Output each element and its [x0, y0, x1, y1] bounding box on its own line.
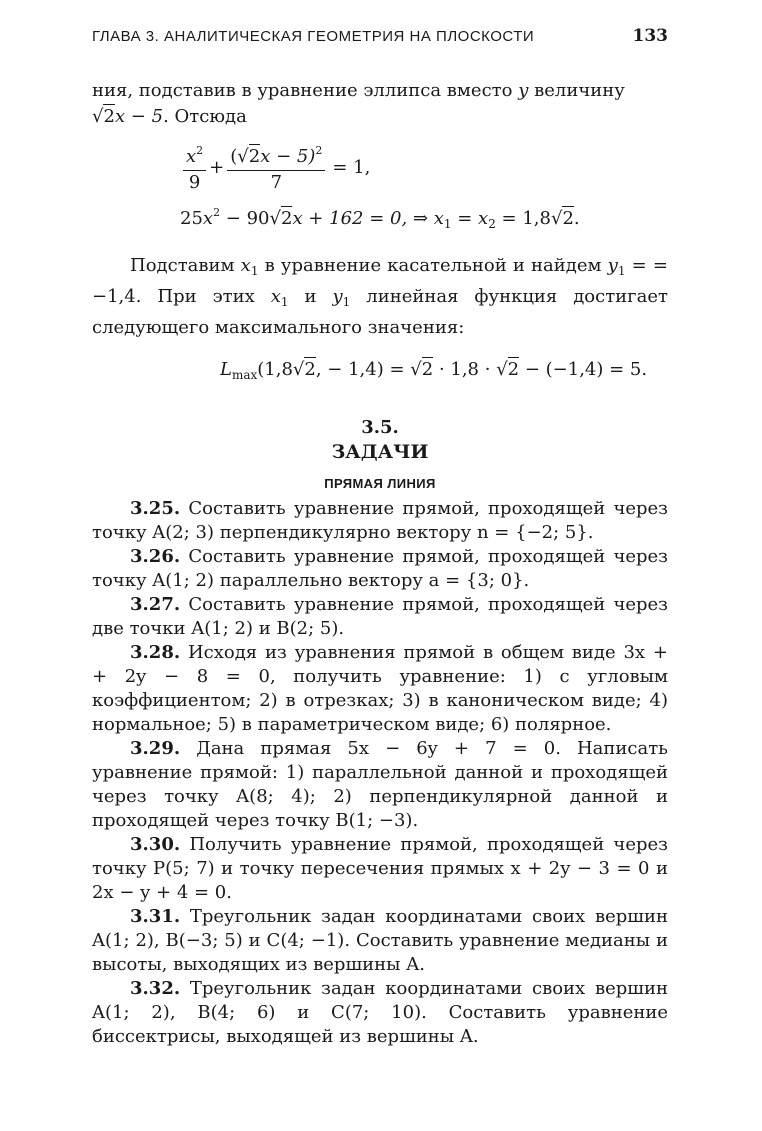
formula-quadratic: $25x^2 - 90√2x + 162 = 0$, ⇒ $x_1 = x_2 = 1,8√2$. [180, 206, 580, 231]
expr-tail: x − 5 [114, 106, 164, 127]
sqrt-expression: √2 [92, 106, 115, 127]
formula-ellipse-substitution: $\frac{x^2}{9}$ + $\frac{(√2x - 5)^2}{7}$ = 1, $25x^2 - 90√2x + 162 = 0$, ⇒ $x_1 = x_2 = 1,8√2$. [180, 140, 668, 237]
substitution-paragraph: Подставим $x_1$ в уравнение касательной и найдем $y_1$ = = −1,4. При этих $x_1$ и $y_1$ линейная функция достигает следующего максимального значения: [92, 255, 668, 338]
problem-item: 3.32. Треугольник задан координатами своих вершин A(1; 2), B(4; 6) и C(7; 10). Составить уравнение биссектрисы, выходящей из вершины A. [92, 978, 668, 1047]
running-header [92, 26, 668, 46]
formula-lmax: $L_{max}(1,8√2$, − 1,4) = √2 · 1,8 · √2 − (−1,4) = 5. [220, 359, 648, 382]
section-title: ЗАДАЧИ [331, 441, 429, 463]
intro-text-end: величину [534, 80, 625, 101]
var-y: y [518, 80, 529, 101]
intro-paragraph [92, 78, 668, 130]
subsection-title: ПРЯМАЯ ЛИНИЯ [324, 476, 436, 491]
problem-item: 3.30. Получить уравнение прямой, проходящей через точку P(5; 7) и точку пересечения прямых x + 2y − 3 = 0 и 2x − y + 4 = 0. [92, 834, 668, 903]
problem-item: 3.28. Исходя из уравнения прямой в общем виде 3x + + 2y − 8 = 0, получить уравнение: 1) с угловым коэффициентом; 2) в отрезках; 3) в каноническом виде; 4) нормальное; 5) в параметрическом виде; 6) полярное. [92, 642, 668, 735]
problem-item: 3.31. Треугольник задан координатами своих вершин A(1; 2), B(−3; 5) и C(4; −1). Составить уравнение медианы и высоты, выходящих из вершины A. [92, 906, 668, 975]
intro-text: ния, подставив в уравнение эллипса вместо [92, 80, 513, 101]
fraction-x2-over-9: $\frac{x^2}{9}$ [183, 140, 206, 194]
problem-list [92, 497, 668, 1049]
running-title: ГЛАВА 3. АНАЛИТИЧЕСКАЯ ГЕОМЕТРИЯ НА ПЛОСКОСТИ [92, 28, 535, 45]
fraction-sqrt-over-7: $\frac{(√2x - 5)^2}{7}$ [227, 140, 325, 194]
section-number: 3.5. [361, 417, 399, 438]
problem-item: 3.25. Составить уравнение прямой, проходящей через точку A(2; 3) перпендикулярно вектору n = {−2; 5}. [92, 498, 668, 543]
problem-item: 3.29. Дана прямая 5x − 6y + 7 = 0. Написать уравнение прямой: 1) параллельной данной и проходящей через точку A(8; 4); 2) перпендикулярной данной и проходящей через точку B(1; −3). [92, 738, 668, 831]
page-content [92, 78, 668, 1049]
page-number: 133 [632, 26, 668, 46]
problem-item: 3.26. Составить уравнение прямой, проходящей через точку A(1; 2) параллельно вектору a = {3; 0}. [92, 546, 668, 591]
intro-line2-end: . Отсюда [163, 106, 247, 127]
problem-item: 3.27. Составить уравнение прямой, проходящей через две точки A(1; 2) и B(2; 5). [92, 594, 668, 639]
